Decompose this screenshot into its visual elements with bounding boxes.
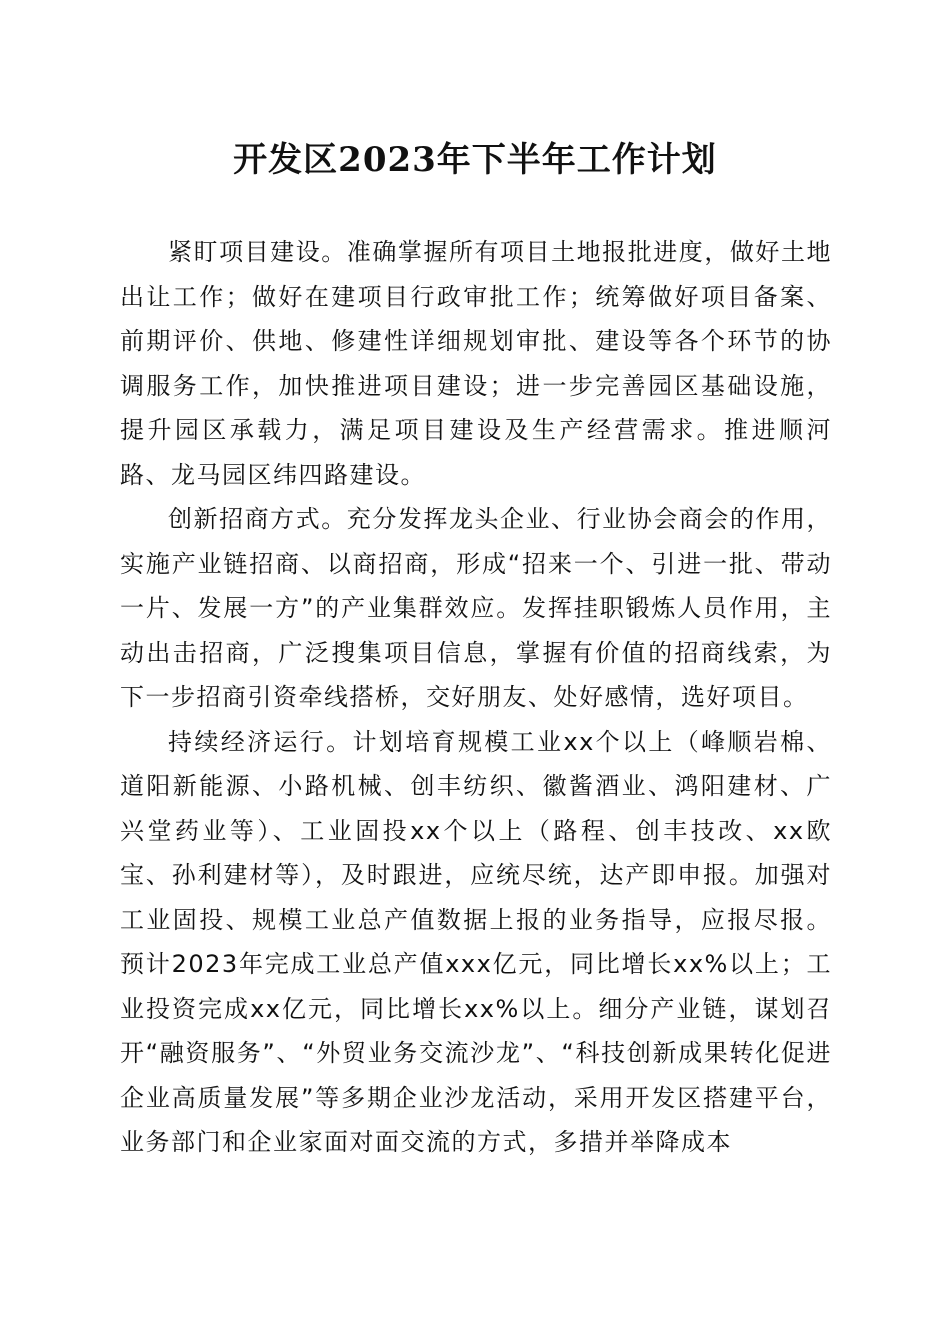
paragraph-economic-operation: 持续经济运行。计划培育规模工业xx个以上（峰顺岩棉、道阳新能源、小路机械、创丰纺织、徽酱酒业、鸿阳建材、广兴堂药业等）、工业固投xx个以上（路程、创丰技改、xx欧宝、孙利建材等），及时跟进，应统尽统，达产即申报。加强对工业固投、规模工业总产值数据上报的业务指导，应报尽报。预计2023年完成工业总产值xxx亿元，同比增长xx%以上；工业投资完成xx亿元，同比增长xx%以上。细分产业链，谋划召开“融资服务”、“外贸业务交流沙龙”、“科技创新成果转化促进企业高质量发展”等多期企业沙龙活动，采用开发区搭建平台，业务部门和企业家面对面交流的方式，多措并举降成本: [120, 727, 832, 1156]
document-body: [120, 230, 832, 1165]
paragraph-investment-attraction: 创新招商方式。充分发挥龙头企业、行业协会商会的作用，实施产业链招商、以商招商，形成“招来一个、引进一批、带动一片、发展一方”的产业集群效应。发挥挂职锻炼人员作用，主动出击招商，广泛搜集项目信息，掌握有价值的招商线索，为下一步招商引资牵线搭桥，交好朋友、处好感情，选好项目。: [120, 505, 832, 711]
document-title: 开发区2023年下半年工作计划: [233, 140, 717, 180]
paragraph-project-construction: 紧盯项目建设。准确掌握所有项目土地报批进度，做好土地出让工作；做好在建项目行政审批工作；统筹做好项目备案、前期评价、供地、修建性详细规划审批、建设等各个环节的协调服务工作，加快推进项目建设；进一步完善园区基础设施，提升园区承载力，满足项目建设及生产经营需求。推进顺河路、龙马园区纬四路建设。: [120, 238, 832, 489]
